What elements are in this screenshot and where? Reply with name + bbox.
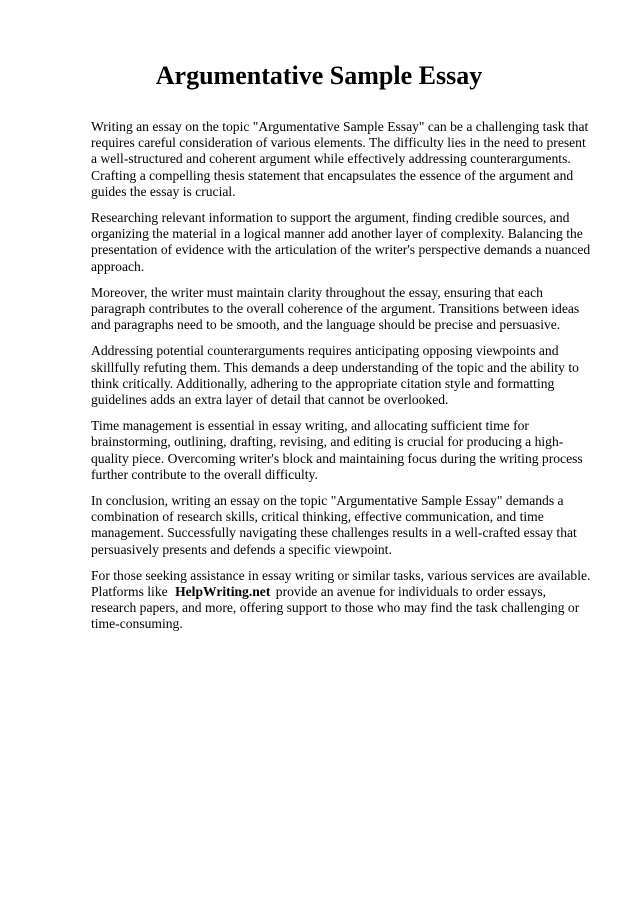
essay-paragraph-7	[91, 568, 591, 633]
helpwriting-brand-link[interactable]: HelpWriting.net	[175, 584, 271, 600]
final-paragraph-text-after: provide an avenue for individuals to order essays, research papers, and more, offering support to those who may find the task challenging or time-consuming.	[91, 584, 580, 632]
essay-paragraph-2: Researching relevant information to support the argument, finding credible sources, and organizing the material in a logical manner add another layer of complexity. Balancing the presentation of evidence with the articulation of the writer's perspective demands a nuanced approach.	[91, 210, 591, 274]
essay-paragraph-5: Time management is essential in essay writing, and allocating sufficient time for brainstorming, outlining, drafting, revising, and editing is crucial for producing a high-quality piece. Overcoming writer's block and maintaining focus during the writing process further contribute to the overall difficulty.	[91, 418, 583, 482]
page-title: Argumentative Sample Essay	[155, 61, 483, 90]
final-paragraph-text-before: For those seeking assistance in essay writing or similar tasks, various services are available. Platforms like	[91, 567, 591, 600]
essay-paragraph-6: In conclusion, writing an essay on the topic "Argumentative Sample Essay" demands a combination of research skills, critical thinking, effective communication, and time management. Successfully navigating these challenges results in a well-crafted essay that persuasively presents and defends a specific viewpoint.	[91, 493, 577, 557]
essay-paragraph-1: Writing an essay on the topic "Argumentative Sample Essay" can be a challenging task that requires careful consideration of various elements. The difficulty lies in the need to present a well-structured and coherent argument while effectively addressing counterarguments. Crafting a compelling thesis statement that encapsulates the essence of the argument and guides the essay is crucial.	[91, 119, 589, 199]
essay-paragraph-3: Moreover, the writer must maintain clarity throughout the essay, ensuring that each paragraph contributes to the overall coherence of the argument. Transitions between ideas and paragraphs need to be smooth, and the language should be precise and persuasive.	[91, 284, 580, 333]
essay-paragraph-4: Addressing potential counterarguments requires anticipating opposing viewpoints and skillfully refuting them. This demands a deep understanding of the topic and the ability to think critically. Additionally, adhering to the appropriate citation style and formatting guidelines adds an extra layer of detail that cannot be overlooked.	[91, 343, 579, 408]
essay-body	[91, 119, 591, 643]
